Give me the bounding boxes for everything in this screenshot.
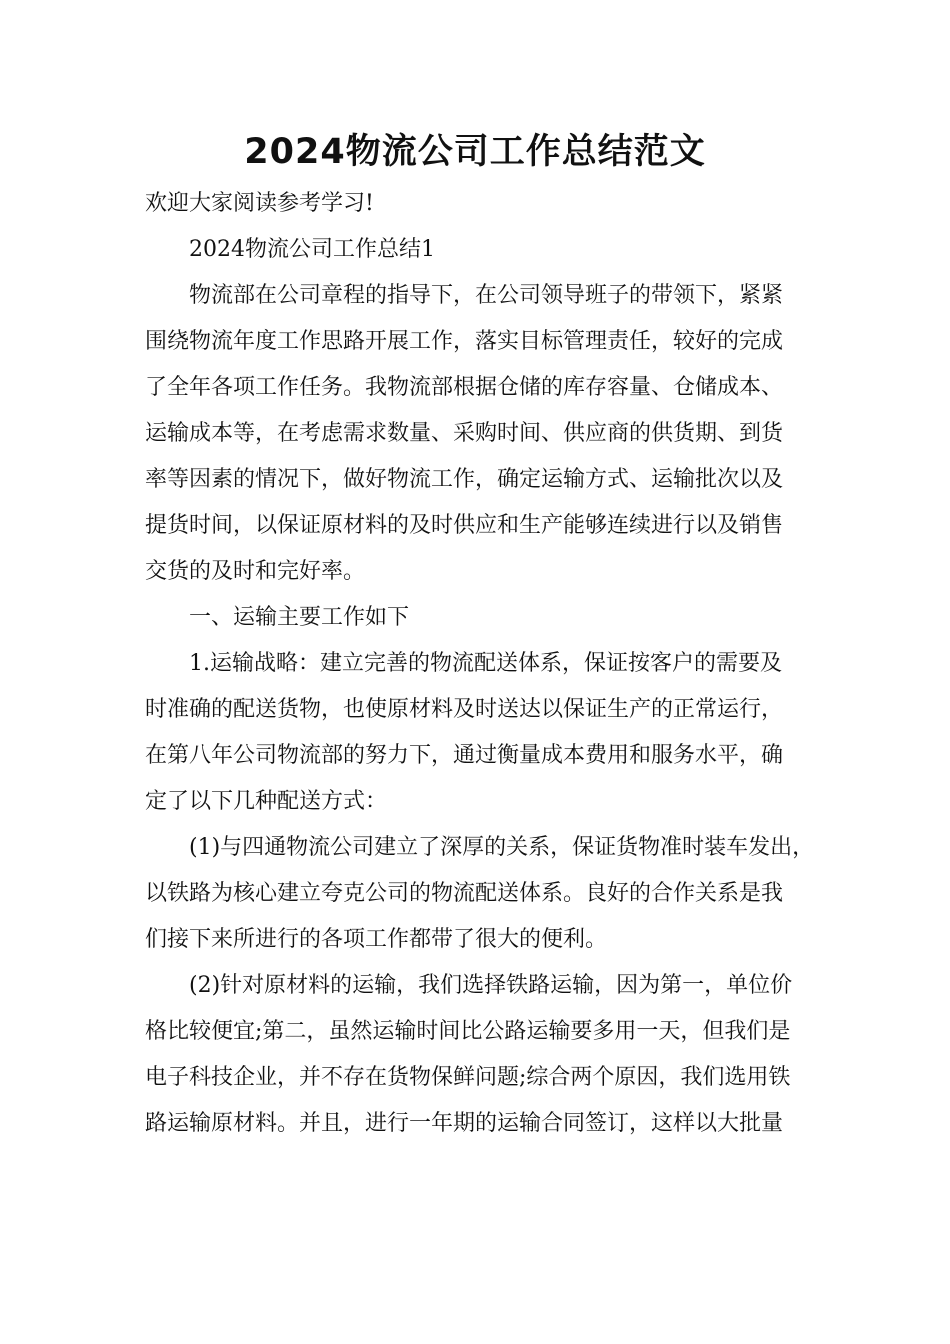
paragraph-strategy xyxy=(145,641,815,825)
paragraph-line: 物流部在公司章程的指导下，在公司领导班子的带领下，紧紧 xyxy=(189,283,784,308)
paragraph-heading-transport xyxy=(145,595,815,641)
paragraph-line: 在第八年公司物流部的努力下，通过衡量成本费用和服务水平，确 xyxy=(145,743,784,768)
paragraph-line: 围绕物流年度工作思路开展工作，落实目标管理责任，较好的完成 xyxy=(145,329,784,354)
paragraph-line: 率等因素的情况下，做好物流工作，确定运输方式、运输批次以及 xyxy=(145,467,784,492)
paragraph-line: 提货时间，以保证原材料的及时供应和生产能够连续进行以及销售 xyxy=(145,513,784,538)
paragraph-line: 了全年各项工作任务。我物流部根据仓储的库存容量、仓储成本、 xyxy=(145,375,784,400)
paragraph-line: (2)针对原材料的运输，我们选择铁路运输，因为第一，单位价 xyxy=(189,973,793,998)
paragraph-line: 以铁路为核心建立夸克公司的物流配送体系。良好的合作关系是我 xyxy=(145,881,784,906)
paragraph-line: 时准确的配送货物，也使原材料及时送达以保证生产的正常运行， xyxy=(145,697,784,722)
paragraph-item-1 xyxy=(145,825,815,963)
section-heading: 一、运输主要工作如下 xyxy=(189,605,410,630)
paragraph-line: 们接下来所进行的各项工作都带了很大的便利。 xyxy=(145,927,608,952)
paragraph-line: 1.运输战略：建立完善的物流配送体系，保证按客户的需要及 xyxy=(189,651,782,676)
paragraph-line: 电子科技企业，并不存在货物保鲜问题;综合两个原因，我们选用铁 xyxy=(145,1065,791,1090)
document-title: 2024物流公司工作总结范文 xyxy=(244,132,706,172)
paragraph-line: 路运输原材料。并且，进行一年期的运输合同签订，这样以大批量 xyxy=(145,1111,784,1136)
greeting-line: 欢迎大家阅读参考学习! xyxy=(145,191,374,216)
document-body xyxy=(145,181,815,1147)
paragraph-line: 格比较便宜;第二，虽然运输时间比公路运输要多用一天，但我们是 xyxy=(145,1019,791,1044)
section-title: 2024物流公司工作总结1 xyxy=(189,237,435,262)
paragraph-line: 定了以下几种配送方式： xyxy=(145,789,388,814)
paragraph-line: 交货的及时和完好率。 xyxy=(145,559,366,584)
paragraph-line: 运输成本等，在考虑需求数量、采购时间、供应商的供货期、到货 xyxy=(145,421,784,446)
paragraph-item-2 xyxy=(145,963,815,1147)
paragraph-line: (1)与四通物流公司建立了深厚的关系，保证货物准时装车发出， xyxy=(189,835,815,860)
paragraph-intro xyxy=(145,273,815,595)
